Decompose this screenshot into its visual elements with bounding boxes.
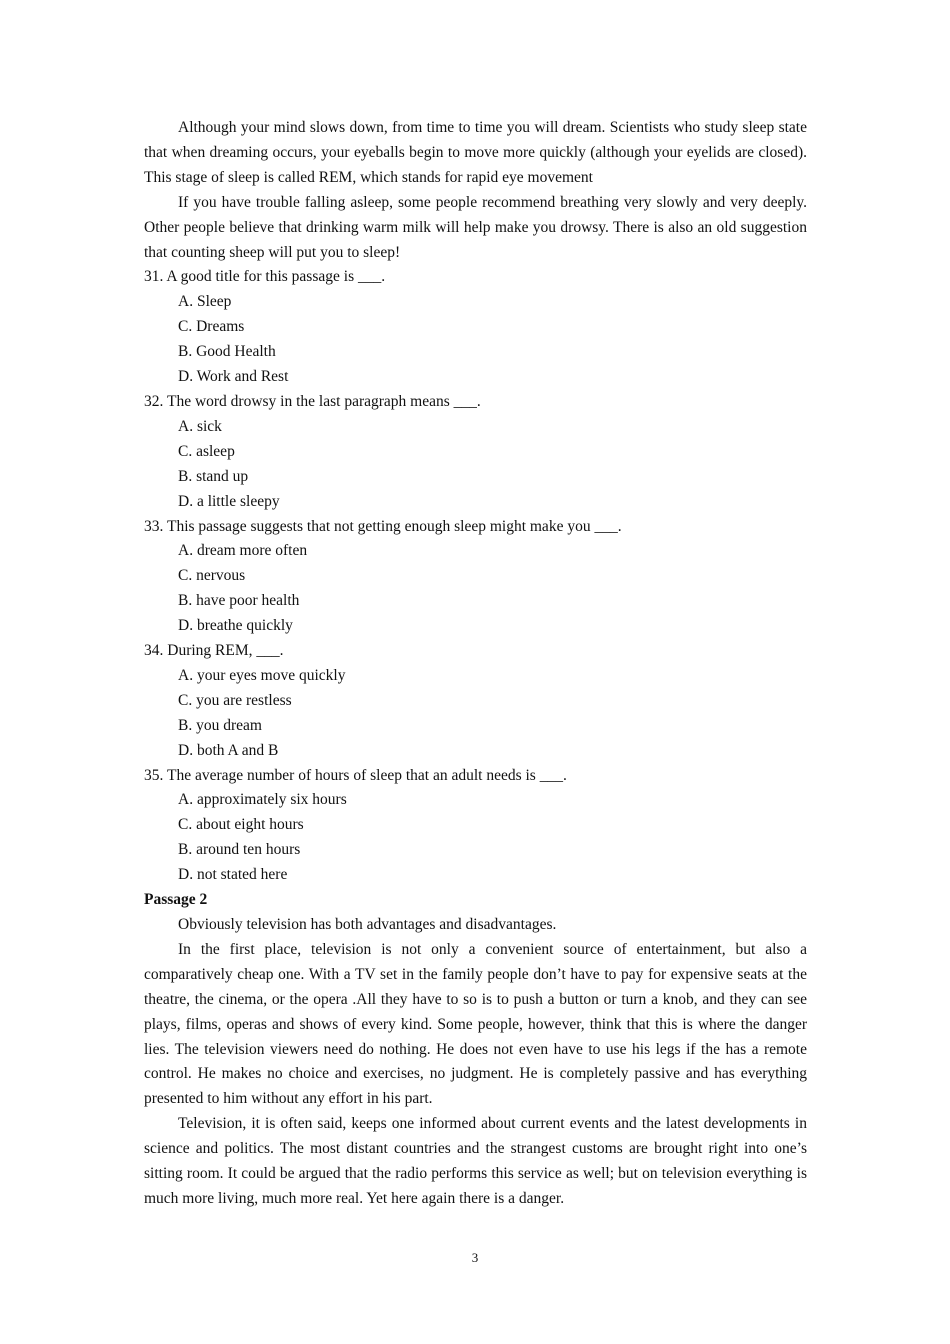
answer-option: D. not stated here: [178, 866, 288, 884]
answer-option: A. Sleep: [178, 293, 232, 311]
answer-option: B. around ten hours: [178, 841, 301, 859]
question-stem: 33. This passage suggests that not getting enough sleep might make you ___.: [144, 517, 622, 535]
question-stem: 32. The word drowsy in the last paragraph means ___.: [144, 392, 481, 410]
page-number: 3: [471, 1250, 479, 1265]
answer-option: A. approximately six hours: [178, 791, 347, 809]
question-33: [144, 515, 807, 640]
answer-option: D. both A and B: [178, 741, 279, 759]
answer-option: C. nervous: [178, 567, 246, 585]
passage2-paragraph: Television, it is often said, keeps one informed about current events and the latest developments in science and politics. The most distant countries and the strangest customs are brought right into one’s sitting room. It could be argued that the radio performs this service as well; but on television everything is much more living, much more real. Yet here again there is a danger.: [144, 1115, 807, 1207]
answer-option: C. about eight hours: [178, 816, 304, 834]
answer-option: B. have poor health: [178, 592, 300, 610]
answer-option: D. a little sleepy: [178, 492, 280, 510]
answer-option: A. dream more often: [178, 542, 308, 560]
passage-heading: Passage 2: [144, 891, 208, 909]
answer-option: C. you are restless: [178, 691, 292, 709]
answer-option: B. Good Health: [178, 343, 276, 361]
question-32: [144, 390, 807, 515]
passage1-paragraph: Although your mind slows down, from time to time you will dream. Scientists who study sleep state that when dreaming occurs, your eyeballs begin to move more quickly (although your eyelids are closed). This stage of sleep is called REM, which stands for rapid eye movement: [144, 119, 807, 186]
document-page: [144, 116, 807, 1212]
question-31: [144, 265, 807, 390]
passage1-paragraph: If you have trouble falling asleep, some people recommend breathing very slowly and very deeply. Other people believe that drinking warm milk will help make you drowsy. There is also an old suggestion that counting sheep will put you to sleep!: [144, 193, 807, 261]
answer-option: A. sick: [178, 417, 222, 435]
answer-option: B. stand up: [178, 467, 249, 485]
question-34: [144, 639, 807, 764]
answer-option: A. your eyes move quickly: [178, 666, 346, 684]
answer-option: C. Dreams: [178, 318, 245, 336]
question-35: [144, 764, 807, 889]
answer-option: D. breathe quickly: [178, 617, 293, 635]
passage2-paragraph: In the first place, television is not only a convenient source of entertainment, but also a comparatively cheap one. With a TV set in the family people don’t have to pay for expensive seats at the theatre, the cinema, or the opera .All they have to so is to push a button or turn a knob, and they can see plays, films, operas and shows of every kind. Some people, however, think that this is where the danger lies. The television viewers need do nothing. He does not even have to use his legs if the has a remote control. He makes no choice and exercises, no judgment. He is completely passive and has everything presented to him without any effort in his part.: [144, 940, 807, 1108]
question-stem: 35. The average number of hours of sleep that an adult needs is ___.: [144, 766, 567, 784]
question-stem: 31. A good title for this passage is ___.: [144, 268, 386, 286]
answer-option: C. asleep: [178, 442, 235, 460]
answer-option: B. you dream: [178, 716, 262, 734]
answer-option: D. Work and Rest: [178, 368, 289, 386]
passage2-paragraph: Obviously television has both advantages and disadvantages.: [178, 916, 557, 933]
question-stem: 34. During REM, ___.: [144, 642, 284, 660]
